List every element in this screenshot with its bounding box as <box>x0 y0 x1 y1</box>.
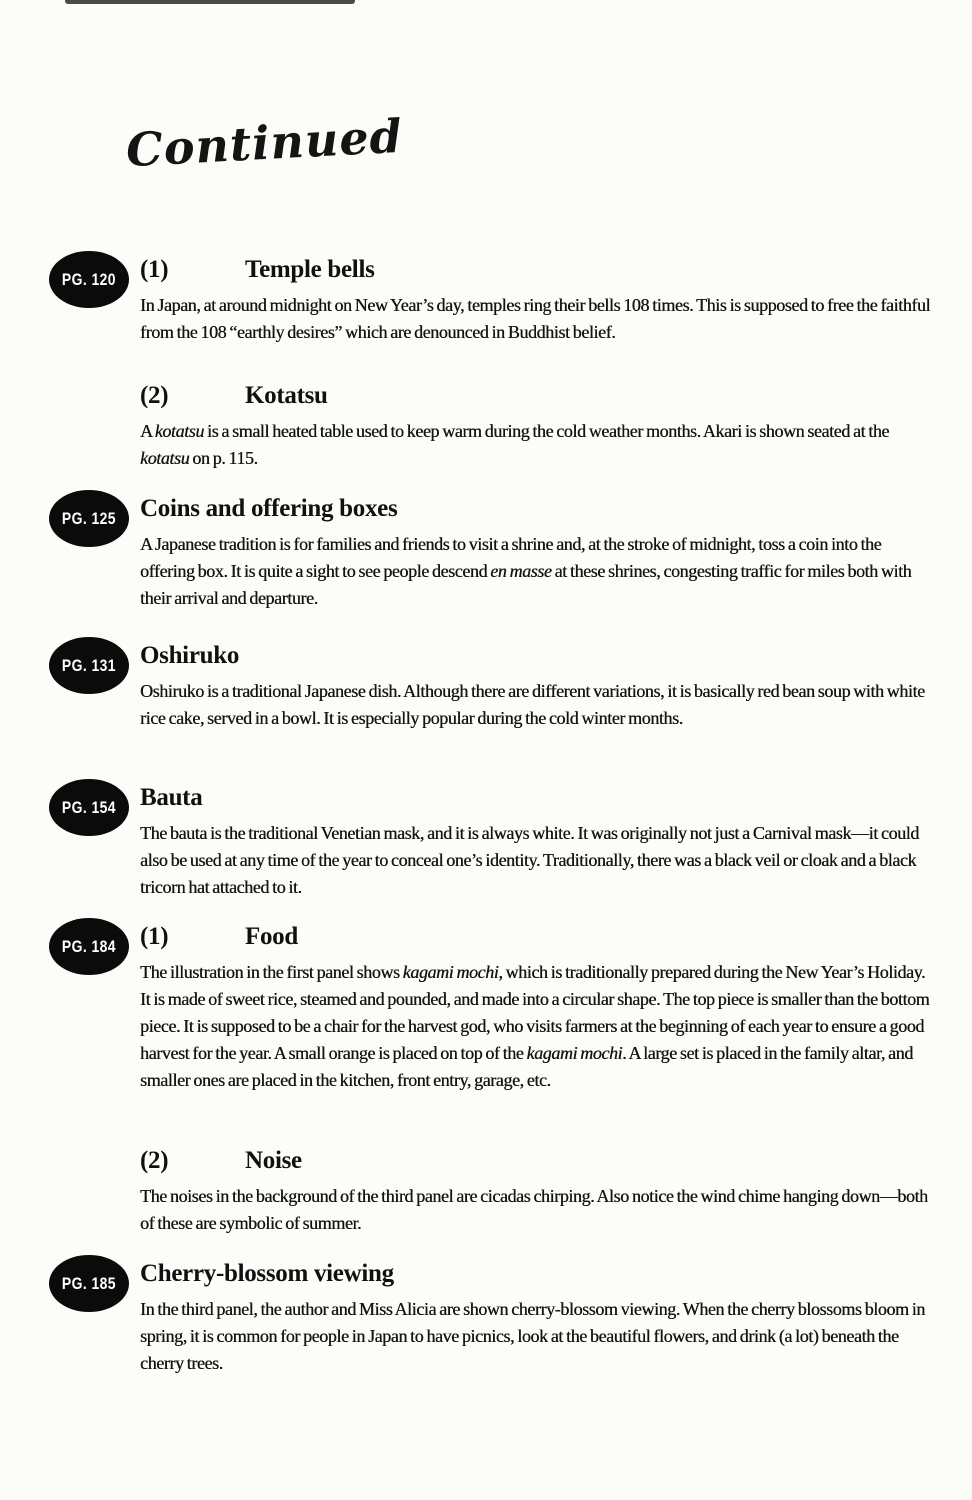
section-title: Bauta <box>140 784 203 811</box>
section-temple-bells <box>61 255 932 346</box>
section-title: Coins and offering boxes <box>140 495 398 522</box>
page-badge-label: PG. 131 <box>61 655 117 675</box>
section-number: (2) <box>140 1147 169 1174</box>
section-body: A kotatsu is a small heated table used to keep warm during the cold weather months. Akari is shown seated at the kotatsu on p. 115. <box>140 421 890 468</box>
section-heading <box>140 255 932 285</box>
page-badge-label: PG. 154 <box>61 797 117 817</box>
section-coins-offering-boxes <box>61 494 932 612</box>
section-number: (2) <box>140 382 169 409</box>
section-title: Temple bells <box>245 256 375 283</box>
section-noise <box>140 1146 932 1237</box>
section-heading <box>140 381 932 411</box>
section-body: The noises in the background of the third panel are cicadas chirping. Also notice the wind chime hanging down—both of these are symbolic of summer. <box>140 1186 928 1233</box>
section-number: (1) <box>140 256 169 283</box>
page-title: Continued <box>124 108 405 178</box>
section-heading <box>140 641 932 671</box>
section-title: Oshiruko <box>140 642 240 669</box>
section-heading <box>140 783 932 813</box>
section-body: In Japan, at around midnight on New Year’s day, temples ring their bells 108 times. This is supposed to free the faithful from the 108 “earthly desires” which are denounced in Buddhist belief. <box>140 295 931 342</box>
page-badge <box>50 780 128 835</box>
section-oshiruko <box>61 641 932 732</box>
section-heading <box>140 494 932 524</box>
page-badge <box>50 638 128 693</box>
page-badge-label: PG. 125 <box>61 508 117 528</box>
page-badge-label: PG. 184 <box>61 936 117 956</box>
page-badge <box>50 491 128 546</box>
section-heading <box>140 1259 932 1289</box>
section-bauta <box>61 783 932 901</box>
page-badge <box>50 1256 128 1311</box>
section-kotatsu <box>140 381 932 472</box>
section-title: Kotatsu <box>245 382 328 409</box>
scan-edge-artifact <box>65 0 355 4</box>
page-badge <box>50 252 128 307</box>
section-body: The illustration in the first panel shows kagami mochi, which is traditionally prepared during the New Year’s Holiday. It is made of sweet rice, steamed and pounded, and made into a circular shape. The top piece is smaller than the bottom piece. It is supposed to be a chair for the harvest god, who visits farmers at the beginning of each year to ensure a good harvest for the year. A small orange is placed on top of the kagami mochi. A large set is placed in the family altar, and smaller ones are placed in the kitchen, front entry, garage, etc. <box>140 962 930 1090</box>
section-title: Cherry-blossom viewing <box>140 1260 394 1287</box>
section-food <box>61 922 932 1094</box>
section-cherry-blossom-viewing <box>61 1259 932 1377</box>
section-heading <box>140 1146 932 1176</box>
section-body: The bauta is the traditional Venetian mask, and it is always white. It was originally not just a Carnival mask—it could also be used at any time of the year to conceal one’s identity. Traditionally, there was a black veil or cloak and a black tricorn hat attached to it. <box>140 823 919 897</box>
section-title: Food <box>245 923 298 950</box>
section-body: A Japanese tradition is for families and friends to visit a shrine and, at the stroke of midnight, toss a coin into the offering box. It is quite a sight to see people descend en masse at these shrines, congesting traffic for miles both with their arrival and departure. <box>140 534 912 608</box>
page-badge-label: PG. 120 <box>61 269 117 289</box>
page-badge <box>50 919 128 974</box>
section-number: (1) <box>140 923 169 950</box>
page-badge-label: PG. 185 <box>61 1273 117 1293</box>
section-title: Noise <box>245 1147 302 1174</box>
section-body: In the third panel, the author and Miss Alicia are shown cherry-blossom viewing. When the cherry blossoms bloom in spring, it is common for people in Japan to have picnics, look at the beautiful flowers, and drink (a lot) beneath the cherry trees. <box>140 1299 925 1373</box>
section-heading <box>140 922 932 952</box>
section-body: Oshiruko is a traditional Japanese dish. Although there are different variations, it is basically red bean soup with white rice cake, served in a bowl. It is especially popular during the cold winter months. <box>140 681 925 728</box>
